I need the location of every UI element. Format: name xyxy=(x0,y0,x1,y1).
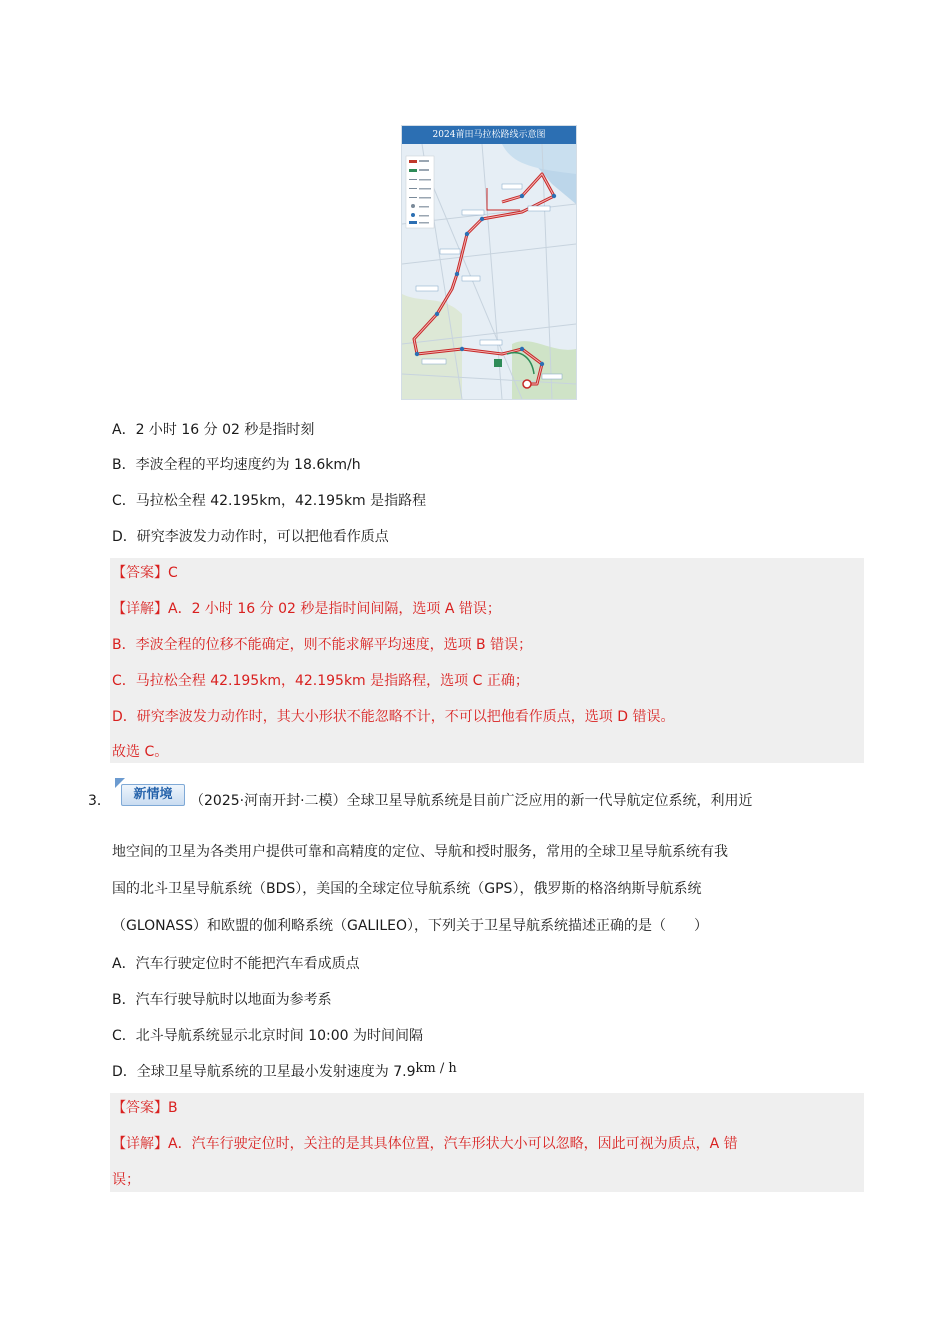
q2-option-a: A．2 小时 16 分 02 秒是指时刻 xyxy=(112,422,315,438)
q2-option-c: C．马拉松全程 42.195km，42.195km 是指路程 xyxy=(112,493,427,509)
map-title: 2024莆田马拉松路线示意图 xyxy=(402,126,576,144)
q3-detail-line-1: 【详解】A．汽车行驶定位时，关注的是其具体位置，汽车形状大小可以忽略，因此可视为质点，A 错 xyxy=(112,1136,738,1152)
q2-option-d: D．研究李波发力动作时，可以把他看作质点 xyxy=(112,529,389,545)
q3-option-d-text: D．全球卫星导航系统的卫星最小发射速度为 7.9 xyxy=(112,1064,416,1080)
q2-detail-d: D．研究李波发力动作时，其大小形状不能忽略不计，不可以把他看作质点，选项 D 错误。 xyxy=(112,709,675,725)
q3-option-c: C．北斗导航系统显示北京时间 10:00 为时间间隔 xyxy=(112,1028,424,1044)
q3-stem-line-2: 地空间的卫星为各类用户提供可靠和高精度的定位、导航和授时服务，常用的全球卫星导航系统有我 xyxy=(112,844,728,860)
q2-option-b: B．李波全程的平均速度约为 18.6km/h xyxy=(112,457,361,473)
q3-option-d xyxy=(112,1062,457,1083)
q2-answer-box xyxy=(110,558,864,763)
q2-answer: 【答案】C xyxy=(112,565,178,581)
route-map-graphic xyxy=(402,144,576,399)
q3-stem-line-3: 国的北斗卫星导航系统（BDS），美国的全球定位导航系统（GPS），俄罗斯的格洛纳斯导航系统 xyxy=(112,881,702,897)
speed-unit: km / h xyxy=(415,1061,457,1076)
q3-stem-line-1: （2025·河南开封·二模）全球卫星导航系统是目前广泛应用的新一代导航定位系统，利用近 xyxy=(190,793,753,809)
marathon-route-map xyxy=(401,125,577,400)
q3-stem-line-4: （GLONASS）和欧盟的伽利略系统（GALILEO），下列关于卫星导航系统描述正确的是（ ） xyxy=(112,918,709,934)
q3-detail-line-2: 误； xyxy=(112,1172,140,1188)
q2-conclusion: 故选 C。 xyxy=(112,744,169,760)
badge-label: 新情境 xyxy=(121,784,185,806)
q3-option-a: A．汽车行驶定位时不能把汽车看成质点 xyxy=(112,956,360,972)
q2-detail-c: C．马拉松全程 42.195km，42.195km 是指路程，选项 C 正确； xyxy=(112,673,529,689)
q3-number: 3． xyxy=(88,793,111,809)
q2-detail-b: B．李波全程的位移不能确定，则不能求解平均速度，选项 B 错误； xyxy=(112,637,533,653)
q2-detail-a: 【详解】A．2 小时 16 分 02 秒是指时间间隔，选项 A 错误； xyxy=(112,601,501,617)
q3-answer: 【答案】B xyxy=(112,1100,178,1116)
q3-option-b: B．汽车行驶导航时以地面为参考系 xyxy=(112,992,332,1008)
new-context-badge xyxy=(113,778,185,806)
